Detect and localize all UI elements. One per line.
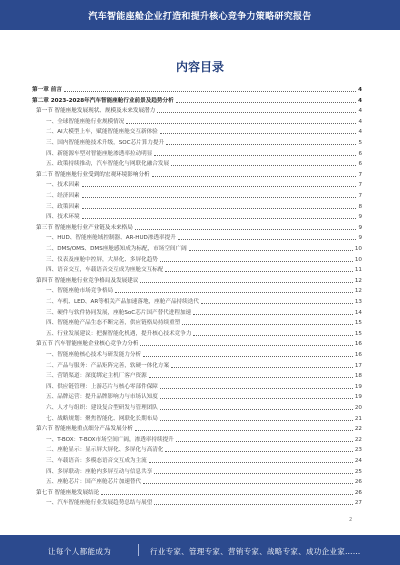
toc-page-number: 21 [354, 415, 362, 422]
toc-page-number: 17 [354, 362, 362, 369]
toc-entry-text: 五、品牌运营：提升品牌影响力与市场认知度 [46, 394, 158, 401]
toc-entry[interactable] [46, 203, 362, 211]
toc-entry-text: 第六节 智能座舱重点细分产品发展分析 [36, 426, 133, 433]
toc-entry-text: 第二节 智能座舱行业受到的宏观环境影响分析 [36, 171, 150, 178]
toc-leader-dots [82, 208, 357, 209]
toc-entry[interactable] [46, 181, 362, 189]
toc-entry-text: 三、硬件与软件协同发展，座舱SoC芯片国产替代进程加速 [46, 309, 192, 316]
toc-leader-dots [182, 324, 353, 325]
toc-leader-dots [165, 451, 352, 452]
page-number: 2 [349, 517, 353, 523]
toc-leader-dots [154, 473, 353, 474]
toc-leader-dots [126, 123, 356, 124]
toc-entry[interactable] [46, 213, 362, 221]
toc-page-number: 19 [354, 383, 362, 390]
toc-leader-dots [135, 229, 357, 230]
toc-entry[interactable] [46, 393, 362, 401]
toc-entry[interactable] [46, 404, 362, 412]
toc-entry[interactable] [46, 266, 362, 274]
toc-page-number: 11 [354, 267, 362, 274]
toc-leader-dots [176, 441, 353, 442]
toc-entry[interactable] [32, 97, 362, 105]
toc-entry-text: 六、人才与组织：建设复合型研发与管理团队 [46, 405, 158, 411]
footer-slogan: 让每个人都能成为 [48, 547, 112, 556]
toc-entry[interactable] [46, 245, 362, 253]
toc-entry-text: 一、HUD、智能座舱域控制器、AR-HUD渗透率提升 [46, 235, 176, 242]
header-banner [0, 0, 400, 30]
toc-entry[interactable] [46, 287, 362, 295]
toc-leader-dots [115, 292, 353, 293]
toc-entry[interactable] [46, 436, 362, 444]
toc-leader-dots [82, 197, 357, 198]
toc-entry-text: 一、T-BOX：T-BOX市场空间广阔，渗透率持续提升 [46, 436, 174, 443]
toc-leader-dots [149, 377, 353, 378]
toc-entry[interactable] [46, 118, 362, 126]
toc-page-number: 12 [354, 288, 362, 295]
toc-entry-text: 四、技术环境 [46, 214, 80, 221]
toc-page-number: 16 [354, 352, 362, 358]
toc-leader-dots [193, 335, 352, 336]
toc-leader-dots [64, 91, 356, 92]
toc-entry[interactable] [46, 499, 362, 507]
toc-leader-dots [160, 388, 353, 389]
toc-page-number: 9 [358, 214, 362, 221]
toc-entry-text: 第一章 前言 [32, 87, 62, 93]
toc-leader-dots [143, 356, 353, 357]
toc-entry[interactable] [46, 128, 362, 136]
report-title: 汽车智能座舱企业打造和提升核心竞争力策略研究报告 [88, 12, 312, 22]
toc-leader-dots [171, 367, 353, 368]
toc-entry-text: 三、营销渠道：深度绑定主机厂客户资源 [46, 373, 147, 380]
toc-entry[interactable] [46, 139, 362, 147]
toc-entry[interactable] [36, 171, 362, 179]
toc-entry-text: 第五节 汽车智能座舱企业核心竞争力分析 [36, 341, 139, 348]
toc-entry[interactable] [36, 425, 362, 433]
toc-entry[interactable] [36, 224, 362, 232]
toc-entry-text: 一、智能座舱市场竞争格局 [46, 288, 114, 295]
footer-tagline: 行业专家、管理专家、营销专家、战略专家、成功企业家…… [150, 547, 361, 556]
toc-entry-text: 三、仪表及座舱中控屏，大屏化、多屏化趋势 [46, 256, 158, 263]
toc-entry-text: 四、智能座舱产品生态不断完善，供应链格局持续重塑 [46, 320, 181, 327]
toc-page-number: 13 [354, 299, 362, 305]
toc-page-number: 7 [358, 171, 362, 178]
toc-page-number: 8 [358, 203, 362, 210]
toc-entry-text: 五、座舱芯片：国产座舱芯片加速替代 [46, 479, 142, 486]
toc-page-number: 7 [358, 193, 362, 199]
toc-entry[interactable] [46, 446, 362, 454]
toc-leader-dots [152, 176, 357, 177]
toc-page-number: 19 [354, 394, 362, 401]
toc-entry-text: 一、技术因素 [46, 182, 80, 189]
toc-entry-text: 第七节 智能座舱发展结论 [36, 489, 100, 496]
toc-entry-text: 二、车机、LED、AR等相关产品加速落地，座舱产品持续迭代 [46, 299, 199, 305]
toc-entry[interactable] [46, 298, 362, 306]
toc-entry[interactable] [46, 309, 362, 317]
toc-leader-dots [154, 504, 353, 505]
toc-entry-text: 二、座舱显示：显示屏大屏化、多屏化与高清化 [46, 447, 164, 454]
toc-leader-dots [178, 239, 357, 240]
footer-banner [0, 535, 400, 565]
toc-entry-text: 四、语音交互，车载语音交互成为座舱交互标配 [46, 267, 164, 274]
toc-entry-text: 二、产品与服务：产品矩阵完善，软硬一体化方案 [46, 362, 170, 369]
toc-leader-dots [160, 398, 353, 399]
toc-leader-dots [149, 462, 353, 463]
toc-leader-dots [193, 314, 353, 315]
toc-leader-dots [165, 271, 352, 272]
toc-entry-text: 七、战略规划：聚焦智能化、网联化长期布局 [46, 415, 158, 422]
toc-entry-text: 四、新能源车型对智能座舱渗透率拉动明显 [46, 150, 153, 157]
toc-entry[interactable] [46, 415, 362, 423]
toc-page-number: 6 [358, 150, 362, 157]
toc-entry[interactable] [32, 86, 362, 94]
toc-leader-dots [143, 483, 353, 484]
toc-entry[interactable] [46, 468, 362, 476]
toc-entry[interactable] [46, 478, 362, 486]
toc-entry[interactable] [46, 457, 362, 465]
toc-page-number: 4 [358, 108, 362, 115]
toc-entry[interactable] [46, 362, 362, 370]
toc-leader-dots [82, 186, 357, 187]
toc-page-number: 10 [354, 246, 362, 252]
toc-page-number: 26 [354, 479, 362, 486]
toc-entry-text: 三、国内智能座舱技术升级，SOC芯片算力提升 [46, 140, 165, 146]
toc-page-number: 7 [358, 182, 362, 189]
toc-page-number: 4 [358, 87, 362, 93]
toc-page-number: 15 [354, 330, 362, 337]
toc-entry-text: 第四节 智能座舱行业竞争格局及发展建议 [36, 277, 139, 284]
toc-entry-text: 第二章 2023-2028年汽车智能座舱行业前景及趋势分析 [32, 97, 174, 104]
toc-leader-dots [140, 345, 352, 346]
toc-entry-text: 一、汽车智能座舱行业发展趋势总结与展望 [46, 500, 153, 507]
toc-page-number: 22 [354, 436, 362, 443]
footer-divider [138, 544, 139, 556]
toc-page-number: 20 [354, 405, 362, 411]
toc-page-number: 23 [354, 447, 362, 454]
toc-page-number: 25 [354, 468, 362, 475]
toc-leader-dots [160, 133, 357, 134]
toc-entry-text: 四、多屏联动：座舱内多屏互动与信息共享 [46, 468, 153, 475]
toc-entry-text: 五、行业发展建议：把握智能化机遇，提升核心技术竞争力 [46, 330, 192, 337]
toc-entry-text: 一、全球智能座舱行业规模情况 [46, 118, 125, 125]
toc-page-number: 26 [354, 489, 362, 496]
toc-entry-text: 二、AI大模型上车，赋能智能座舱交互新体验 [46, 129, 158, 136]
toc-entry[interactable] [46, 319, 362, 327]
toc-leader-dots [101, 494, 353, 495]
toc-page-number: 18 [354, 373, 362, 380]
toc-entry[interactable] [36, 340, 362, 348]
toc-leader-dots [157, 112, 356, 113]
toc-entry[interactable] [46, 383, 362, 391]
toc-entry-text: 二、DMS/OMS、DMS座舱感知成为标配，市场空间广阔 [46, 246, 187, 252]
toc-entry[interactable] [46, 150, 362, 158]
toc-page-number: 27 [354, 500, 362, 507]
toc-page-number: 15 [354, 320, 362, 327]
toc-entry-text: 五、政策持续推动，汽车智能化与网联化融合发展 [46, 161, 170, 168]
toc-entry[interactable] [46, 330, 362, 338]
toc-entry-text: 二、经济因素 [46, 193, 80, 199]
toc-entry-text: 四、供应链管理：上游芯片与核心零部件保障 [46, 383, 158, 390]
toc-entry[interactable] [46, 351, 362, 359]
toc-page-number: 14 [354, 309, 362, 316]
toc-page-number: 16 [354, 341, 362, 348]
toc-entry[interactable] [46, 160, 362, 168]
toc-entry[interactable] [46, 256, 362, 264]
toc-leader-dots [171, 165, 356, 166]
toc-entry-text: 三、车载语音：多模态语音交互成为主流 [46, 458, 147, 464]
toc-page-number: 22 [354, 426, 362, 433]
toc-leader-dots [160, 261, 353, 262]
toc-page-number: 5 [358, 140, 362, 146]
toc-entry-text: 第三节 智能座舱行业产业链及未来格局 [36, 224, 133, 231]
toc-page-number: 4 [358, 129, 362, 136]
toc-entry[interactable] [46, 234, 362, 242]
toc-leader-dots [201, 303, 353, 304]
toc-entry[interactable] [46, 372, 362, 380]
table-of-contents [32, 86, 362, 514]
toc-leader-dots [82, 218, 357, 219]
toc-entry[interactable] [46, 192, 362, 200]
toc-page-number: 12 [354, 277, 362, 284]
toc-leader-dots [154, 155, 356, 156]
toc-leader-dots [189, 250, 353, 251]
toc-heading: 内容目录 [175, 60, 224, 74]
toc-leader-dots [176, 102, 356, 103]
toc-entry-text: 三、政策因素 [46, 203, 80, 210]
toc-page-number: 10 [354, 256, 362, 263]
toc-entry-text: 第一节 智能座舱发展现状、规模及未来发展潜力 [36, 108, 156, 115]
toc-page-number: 9 [358, 235, 362, 242]
toc-leader-dots [160, 420, 353, 421]
toc-leader-dots [135, 430, 353, 431]
toc-page-number: 6 [358, 161, 362, 168]
toc-entry[interactable] [36, 107, 362, 115]
toc-page-number: 4 [358, 97, 362, 104]
toc-leader-dots [166, 144, 356, 145]
toc-page-number: 9 [358, 224, 362, 231]
toc-entry[interactable] [36, 489, 362, 497]
toc-page-number: 4 [358, 118, 362, 125]
toc-leader-dots [160, 409, 353, 410]
toc-entry-text: 一、智能座舱核心技术与研发能力分析 [46, 352, 142, 358]
toc-page-number: 24 [354, 458, 362, 464]
toc-entry[interactable] [36, 277, 362, 285]
toc-leader-dots [140, 282, 352, 283]
